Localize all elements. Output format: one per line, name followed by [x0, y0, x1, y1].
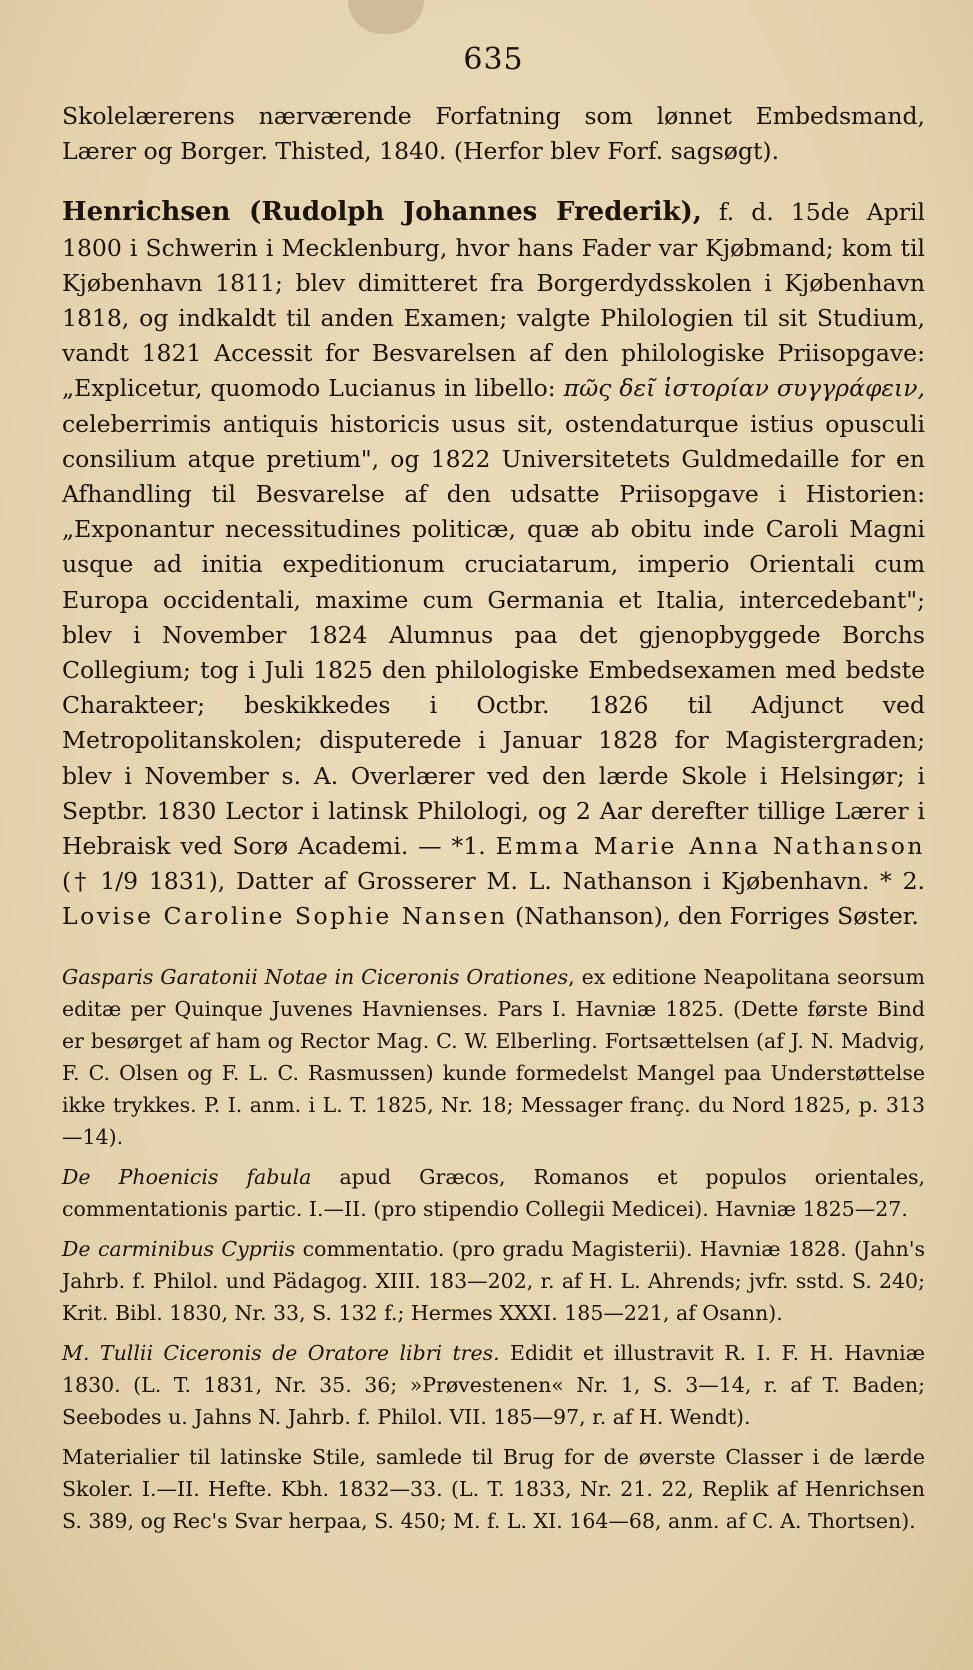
biblio-item: [62, 1233, 925, 1329]
biblio-text: commentatio. (pro gradu Magisterii). Havniæ 1828. (Jahn's Jahrb. f. Philol. und Pädagog. XIII. 183—202, r. af H. L. Ahrends; jvfr. sstd. S. 240; Krit. Bibl. 1830, Nr. 33, S. 132 f.; Hermes XXXI. 185—221, af Osann).: [62, 1236, 925, 1325]
biblio-item: [62, 1337, 925, 1433]
biblio-title: De Phoenicis fabula: [62, 1164, 312, 1189]
page-number: 635: [463, 42, 524, 77]
bio-part-2: celeberrimis antiquis historicis usus sit, ostendaturque istius opusculi consilium atque pretium", og 1822 Universitetets Guldmedaille for en Afhandling til Besvarelse af den udsatte Priisopgave i Historien: „Exponantur necessitudines politicæ, quæ ab obitu inde Caroli Magni usque ad initia expeditionum cruciatarum, imperio Orientali cum Europa occidentali, maxime cum Germania et Italia, intercedebant"; blev i November 1824 Alumnus paa det gjenopbyggede Borchs Collegium; tog i Juli 1825 den philologiske Embedsexamen med bedste Charakteer; beskikkedes i Octbr. 1826 til Adjunct ved Metropolitanskolen; disputerede i Januar 1828 for Magistergraden; blev i November s. A. Overlærer ved den lærde Skole i Helsingør; i Septbr. 1830 Lector i latinsk Philologi, og 2 Aar derefter tillige Lærer i Hebraisk ved Sorø Academi. — *1.: [62, 409, 925, 861]
bio-part-4: (Nathanson), den Forriges Søster.: [507, 902, 919, 931]
bio-part-3: († 1/9 1831), Datter af Grosserer M. L. Nathanson i Kjøbenhavn. * 2.: [62, 867, 925, 896]
biblio-text: samlede til Brug for de øverste Classer i de lærde Skoler. I.—II. Hefte. Kbh. 1832—33. (L. T. 1833, Nr. 21. 22, Replik af Henrichsen S. 389, og Rec's Svar herpaa, S. 450; M. f. L. XI. 164—68, anm. af C. A. Thortsen).: [62, 1444, 926, 1533]
bio-part-1: f. d. 15de April 1800 i Schwerin i Mecklenburg, hvor hans Fader var Kjøbmand; kom til Kjøbenhavn 1811; blev dimitteret fra Borgerdydsskolen i Kjøbenhavn 1818, og indkaldt til anden Examen; valgte Philologien til sit Studium, vandt 1821 Accessit for Besvarelsen af den philologiske Priisopgave: „Explicetur, quomodo Lucianus in libello:: [62, 198, 926, 403]
biblio-title: Gasparis Garatonii Notae in Ciceronis Orationes: [62, 964, 569, 989]
entry-paragraph: [62, 195, 925, 934]
wife-1-name: Emma Marie Anna Nathanson: [495, 832, 925, 861]
biblio-text: apud Græcos, Romanos et populos orientales, commentationis partic. I.—II. (pro stipendio Collegii Medicei). Havniæ 1825—27.: [62, 1164, 925, 1221]
bibliography: [62, 961, 925, 1537]
biblio-text: , ex editione Neapolitana seorsum editæ per Quinque Juvenes Havnienses. Pars I. Havniæ 1825. (Dette første Bind er besørget af ham og Rector Mag. C. W. Elberling. Fortsættelsen (af J. N. Madvig, F. C. Olsen og F. L. C. Rasmussen) kunde formedelst Mangel paa Understøttelse ikke trykkes. P. I. anm. i L. T. 1825, Nr. 18; Messager franç. du Nord 1825, p. 313—14).: [62, 964, 925, 1149]
biblio-title: Materialier til latinske Stile,: [62, 1444, 366, 1469]
biblio-item: [62, 961, 925, 1153]
biblio-title: De carminibus Cypriis: [62, 1236, 296, 1261]
binding-notch: [348, 0, 424, 34]
biblio-text: Edidit et illustravit R. I. F. H. Havniæ 1830. (L. T. 1831, Nr. 35. 36; »Prøvestenen« Nr. 1, S. 3—14, r. af T. Baden; Seebodes u. Jahns N. Jahrb. f. Philol. VII. 185—97, r. af H. Wendt).: [62, 1340, 925, 1429]
biblio-title: M. Tullii Ciceronis de Oratore libri tres.: [62, 1340, 500, 1365]
entry-heading: Henrichsen (Rudolph Johannes Frederik),: [62, 197, 702, 228]
biblio-item: [62, 1161, 925, 1225]
wife-2-name: Lovise Caroline Sophie Nansen: [62, 902, 508, 931]
greek-title: πῶς δεῖ ἱστορίαν συγγράφειν,: [563, 374, 925, 403]
intro-text: Skolelærerens nærværende Forfatning som lønnet Embedsmand, Lærer og Borger. Thisted, 1840. (Herfor blev Forf. sagsøgt).: [62, 102, 925, 166]
biblio-item: [62, 1441, 925, 1537]
intro-paragraph: [62, 99, 925, 169]
